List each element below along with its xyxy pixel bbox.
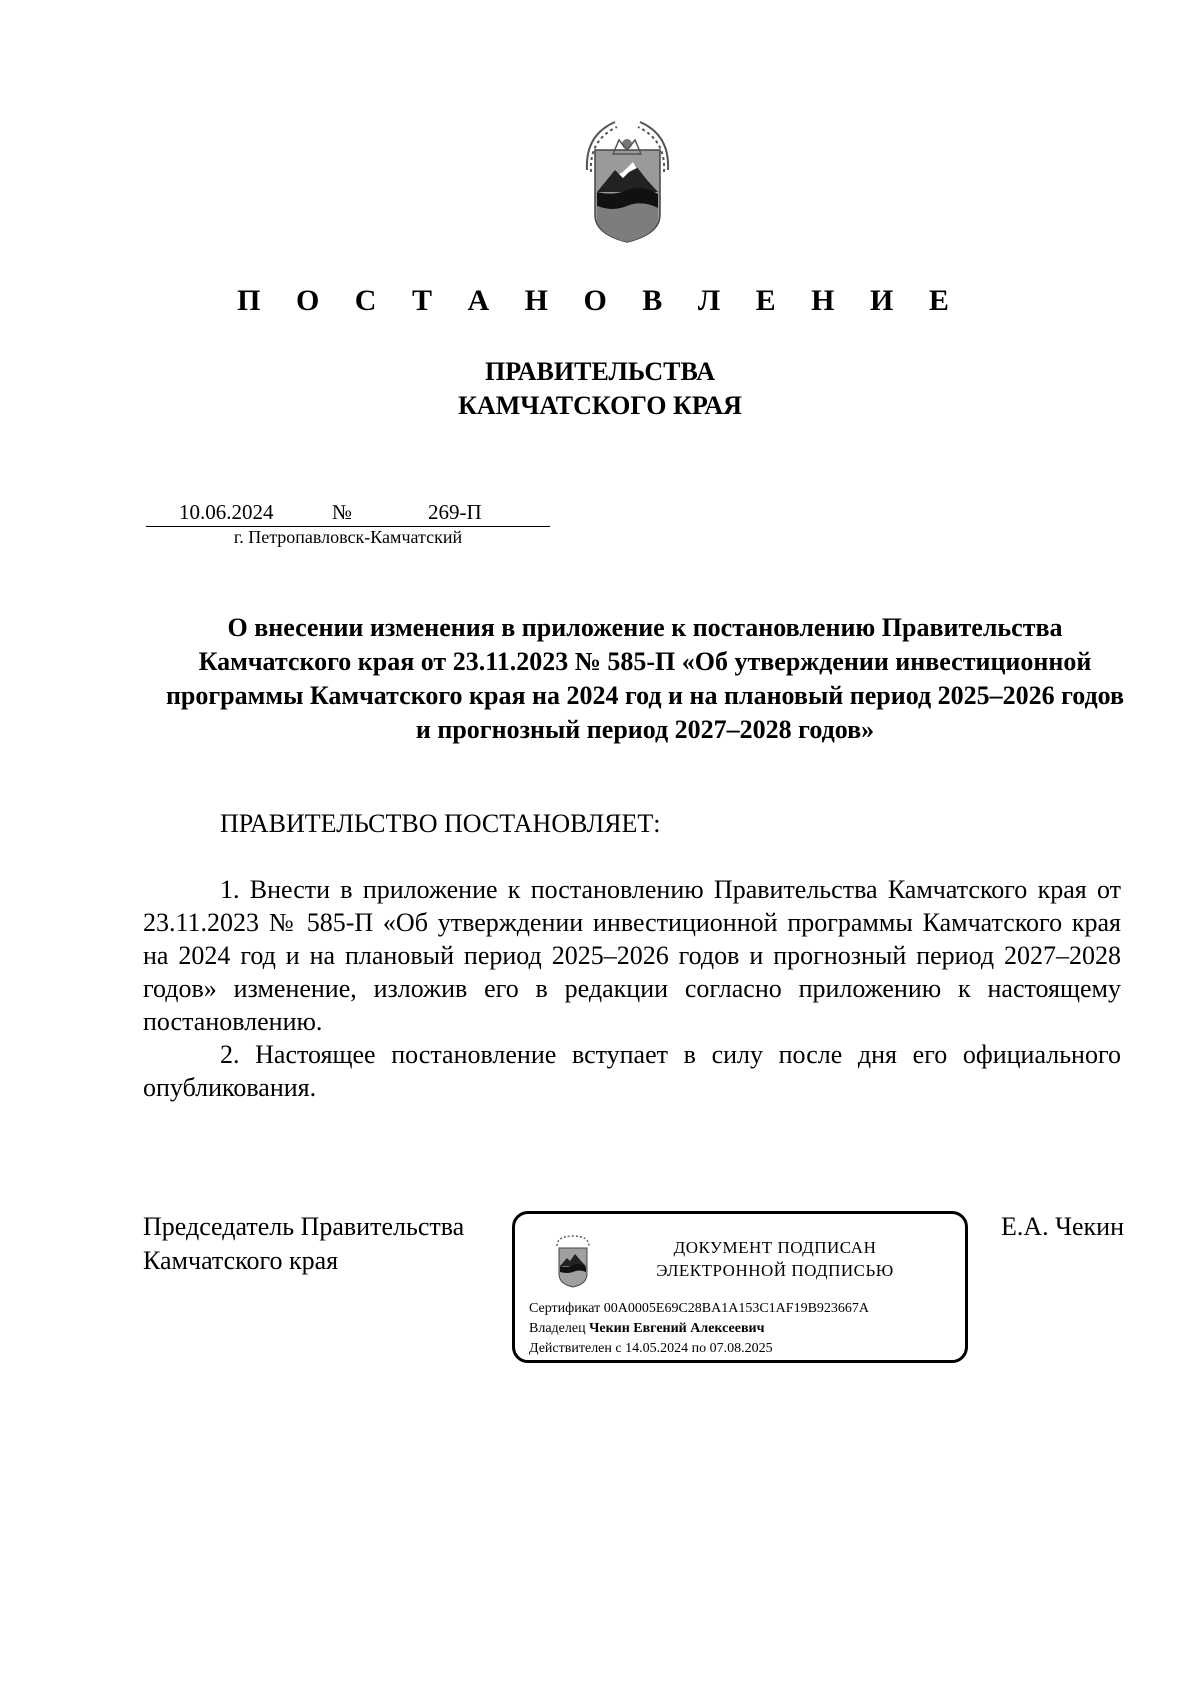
electronic-signature-stamp bbox=[512, 1211, 968, 1363]
signatory-title bbox=[143, 1210, 464, 1278]
issuer-line-1: ПРАВИТЕЛЬСТВА bbox=[485, 357, 715, 386]
date-number-line bbox=[146, 500, 550, 527]
valid-to-value: 07.08.2025 bbox=[709, 1341, 773, 1356]
stamp-title bbox=[605, 1236, 945, 1282]
paragraph-1: 1. Внести в приложение к постановлению Правительства Камчатского края от 23.11.2023 № 585-П «Об утверждении инвестиционной программы Камчатского края на 2024 год и на плановый период 2025–2026 годов и прогнозный период 2027–2028 годов» изменение, изложив его в редакции согласно приложению к настоящему постановлению. bbox=[143, 875, 1121, 1036]
issuer-line-2: КАМЧАТСКОГО КРАЯ bbox=[458, 391, 742, 420]
valid-to-label: по bbox=[691, 1341, 707, 1356]
signatory-title-line-2: Камчатского края bbox=[143, 1246, 339, 1275]
document-date: 10.06.2024 bbox=[179, 500, 274, 524]
validity-row bbox=[529, 1340, 773, 1358]
document-type: П О С Т А Н О В Л Е Н И Е bbox=[237, 284, 963, 317]
signatory-name: Е.А. Чекин bbox=[1000, 1212, 1124, 1241]
coat-of-arms-icon bbox=[575, 110, 680, 245]
valid-from-label: Действителен с bbox=[529, 1341, 622, 1356]
city: г. Петропавловск-Камчатский bbox=[233, 527, 463, 547]
stamp-title-line-1: ДОКУМЕНТ ПОДПИСАН bbox=[673, 1238, 877, 1257]
certificate-row bbox=[529, 1300, 869, 1318]
number-label: № bbox=[332, 500, 353, 524]
issuer bbox=[0, 355, 1200, 423]
owner-label: Владелец bbox=[529, 1321, 586, 1336]
valid-from-value: 14.05.2024 bbox=[625, 1341, 689, 1356]
certificate-label: Сертификат bbox=[529, 1301, 601, 1316]
document-number: 269-П bbox=[428, 500, 482, 524]
paragraph-2: 2. Настоящее постановление вступает в силу после дня его официального опубликования. bbox=[143, 1040, 1121, 1102]
stamp-title-line-2: ЭЛЕКТРОННОЙ ПОДПИСЬЮ bbox=[656, 1261, 894, 1280]
decree-line: ПРАВИТЕЛЬСТВО ПОСТАНОВЛЯЕТ: bbox=[220, 809, 661, 838]
owner-value: Чекин Евгений Алексеевич bbox=[589, 1321, 765, 1336]
signatory-title-line-1: Председатель Правительства bbox=[143, 1212, 465, 1241]
document-heading: О внесении изменения в приложение к постановлению Правительства Камчатского края от 23.11.2023 № 585-П «Об утверждении инвестиционной программы Камчатского края на 2024 год и на плановый период 2025–2026 годов и прогнозный период 2027–2028 годов» bbox=[165, 613, 1125, 744]
owner-row bbox=[529, 1320, 764, 1338]
certificate-value: 00A0005E69C28BA1A153C1AF19B923667A bbox=[603, 1301, 870, 1316]
document-body bbox=[143, 873, 1121, 1104]
stamp-coat-of-arms-icon bbox=[551, 1234, 595, 1288]
